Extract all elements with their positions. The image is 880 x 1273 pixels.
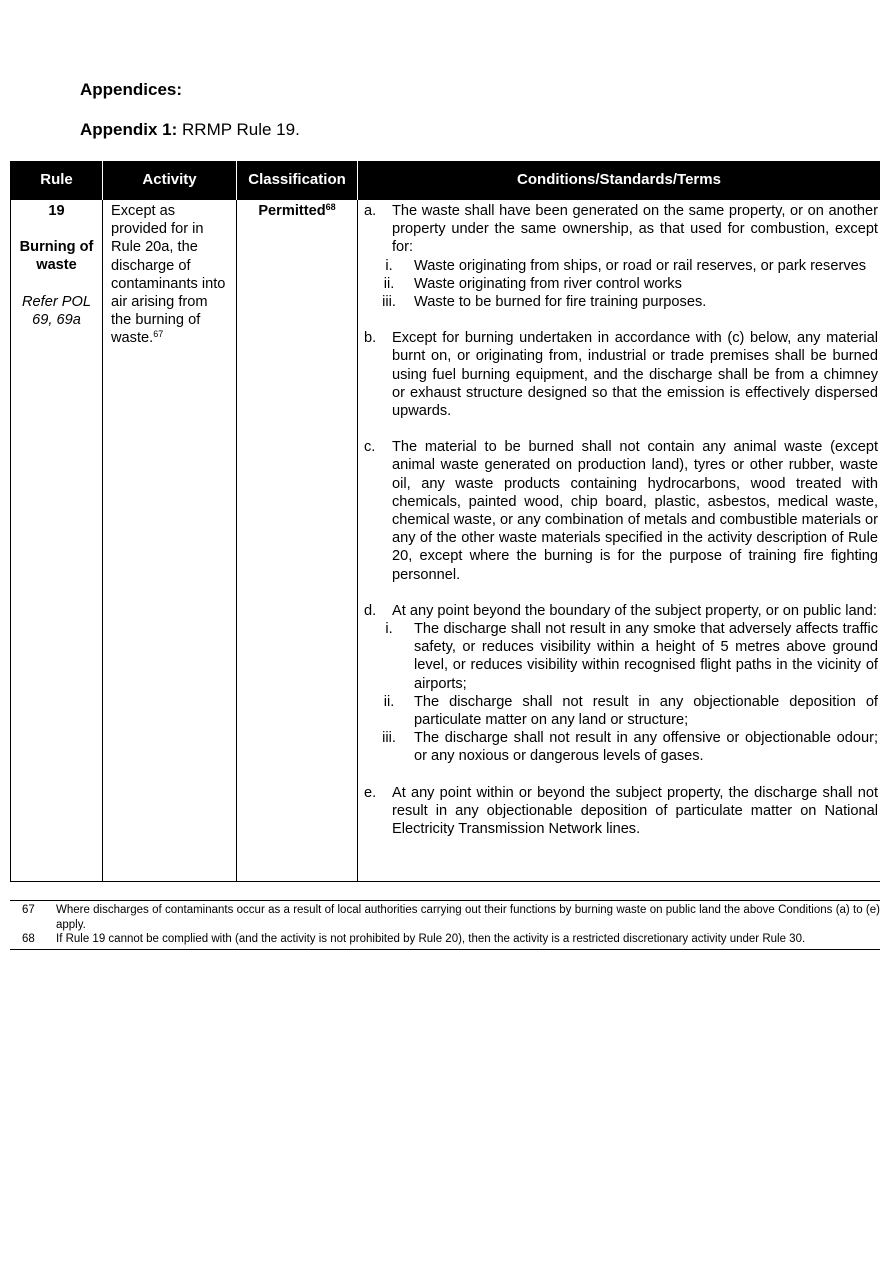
condition-letter: b.: [364, 330, 377, 347]
activity-cell: [103, 200, 237, 882]
condition-c: [364, 438, 878, 584]
header-classification: Classification: [237, 161, 358, 200]
classification-cell: [237, 200, 358, 882]
condition-letter: e.: [364, 784, 377, 801]
rule-number: 19: [48, 203, 65, 219]
condition-text: At any point beyond the boundary of the subject property, or on public land:: [392, 602, 877, 619]
sub-condition: [364, 729, 878, 765]
appendix-1-title: RRMP Rule 19.: [177, 120, 300, 139]
footnote-68: [10, 932, 880, 947]
footnote-text: Where discharges of contaminants occur as a result of local authorities carrying out their functions by burning waste on public land the above Conditions (a) to (e) apply.: [56, 904, 880, 931]
sub-condition-text: The discharge shall not result in any smoke that adversely affects traffic safety, or reduces visibility within a height of 5 metres above ground level, or reduces visibility within recognised flight paths in the vicinity of airports;: [414, 621, 878, 692]
header-activity: Activity: [103, 161, 237, 200]
condition-e: [364, 784, 878, 839]
rule-name: Burning of waste: [19, 239, 94, 274]
activity-text: Except as provided for in Rule 20a, the discharge of contaminants into air arising from the burning of waste.: [111, 203, 226, 347]
footnote-number: 68: [22, 933, 35, 945]
sub-condition-text: Waste to be burned for fire training purposes.: [414, 294, 707, 311]
footnote-number: 67: [22, 904, 35, 916]
sub-condition-number: ii.: [383, 693, 395, 710]
classification-text: Permitted: [258, 203, 326, 219]
sub-condition-number: iii.: [382, 294, 396, 311]
condition-d: [364, 602, 878, 766]
sub-condition: [364, 275, 878, 293]
rule-table: [10, 161, 880, 882]
footnote-text: If Rule 19 cannot be complied with (and the activity is not prohibited by Rule 20), then the activity is a restricted discretionary activity under Rule 30.: [56, 933, 806, 945]
sub-condition-text: Waste originating from ships, or road or rail reserves, or park reserves: [414, 257, 867, 274]
condition-letter: c.: [364, 439, 376, 456]
footnote-67: [10, 903, 880, 932]
sub-condition-text: Waste originating from river control works: [414, 275, 682, 292]
condition-b: [364, 329, 878, 420]
condition-a: [364, 202, 878, 311]
footnote-ref-67: 67: [153, 329, 164, 340]
rule-reference: Refer POL 69, 69a: [22, 293, 91, 328]
table-row: [11, 200, 880, 882]
sub-condition: [364, 257, 878, 275]
footnote-ref-68: 68: [325, 202, 336, 212]
condition-letter: a.: [364, 203, 377, 219]
rule-cell: [11, 200, 103, 882]
sub-condition-number: i.: [385, 621, 393, 638]
sub-condition: [364, 693, 878, 729]
appendix-1-label: Appendix 1:: [80, 120, 178, 139]
table-header-row: [11, 161, 880, 200]
conditions-cell: [358, 200, 880, 882]
sub-condition-text: The discharge shall not result in any offensive or objectionable odour; or any noxious or dangerous levels of gases.: [414, 730, 878, 765]
sub-condition: [364, 620, 878, 693]
sub-condition-number: iii.: [382, 730, 396, 747]
condition-text: Except for burning undertaken in accordance with (c) below, any material burnt on, or originating from, industrial or trade premises shall be burned using fuel burning equipment, and the discharge shall be from a chimney or exhaust structure designed so that the emission is effectively dispersed upwards.: [392, 330, 878, 420]
sub-condition: [364, 293, 878, 311]
header-conditions: Conditions/Standards/Terms: [358, 161, 880, 200]
appendix-1-heading: [80, 120, 300, 140]
sub-condition-number: i.: [385, 257, 393, 274]
sub-condition-number: ii.: [383, 275, 395, 292]
condition-text: The material to be burned shall not contain any animal waste (except animal waste generated on production land), tyres or other rubber, waste oil, any waste products containing hydrocarbons, wood treated with chemicals, painted wood, chip board, plastic, asbestos, medical waste, chemical waste, or any combination of metals and combustible materials or any of the other waste materials specified in the activity description of Rule 20, except where the burning is for the purpose of training fire fighting personnel.: [392, 439, 878, 583]
condition-letter: d.: [364, 602, 377, 619]
footnotes: [10, 900, 880, 950]
condition-text: At any point within or beyond the subject property, the discharge shall not result in any objectionable deposition of particulate matter on National Electricity Transmission Network lines.: [392, 784, 878, 838]
sub-condition-text: The discharge shall not result in any objectionable deposition of particulate matter on any land or structure;: [414, 693, 878, 729]
condition-text: The waste shall have been generated on the same property, or on another property under the same ownership, as that used for combustion, except for:: [392, 203, 878, 256]
appendices-heading: Appendices:: [80, 80, 183, 99]
header-rule: Rule: [11, 161, 103, 200]
